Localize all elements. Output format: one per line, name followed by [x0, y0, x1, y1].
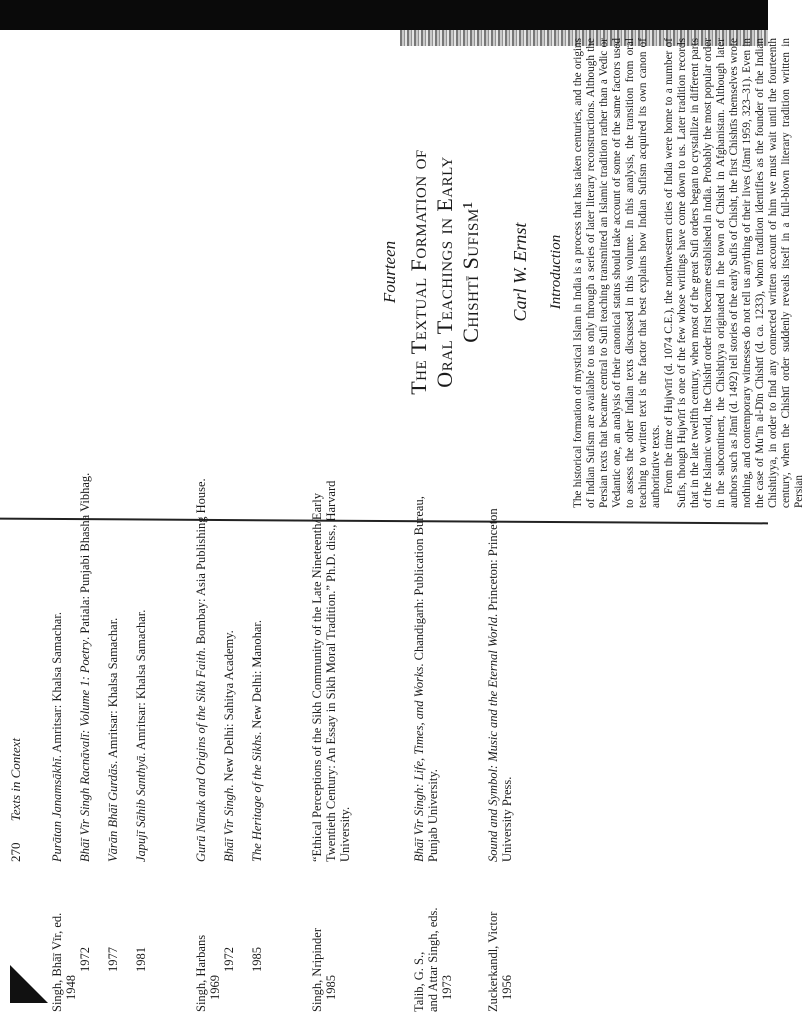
- reference-year: 1948: [64, 975, 78, 1000]
- reference-text: [134, 472, 148, 862]
- reference-title: Bhāī Vīr Singh Racnāvalī: Volume 1: Poetry: [78, 639, 92, 862]
- reference-body: [50, 472, 64, 862]
- reference-entry: [194, 472, 222, 1012]
- reference-spacer: [454, 472, 472, 1012]
- reference-key: [222, 892, 236, 1012]
- reference-author: Singh, Nripinder: [310, 927, 324, 1012]
- reference-title: Bhāī Vīr Singh: [222, 787, 236, 862]
- body-text: [572, 38, 806, 508]
- reference-spacer: [162, 472, 180, 1012]
- reference-year: 1969: [208, 975, 222, 1000]
- running-head-title: Texts in Context: [8, 737, 23, 822]
- reference-title: Bhāī Vīr Singh: Life, Times, and Works: [412, 666, 426, 862]
- reference-text: [194, 472, 208, 862]
- reference-text: [50, 472, 64, 862]
- chapter-number: Fourteen: [380, 240, 399, 304]
- reference-text: [250, 472, 264, 862]
- reference-key: [412, 892, 454, 1012]
- reference-year: 1981: [134, 947, 148, 972]
- reference-author: Singh, Harbans: [194, 934, 208, 1012]
- reference-text: [310, 472, 352, 862]
- reference-body: [486, 472, 514, 862]
- reference-text: [412, 472, 440, 862]
- reference-spacer: [278, 472, 296, 1012]
- reference-body: [250, 472, 264, 862]
- reference-year: 1973: [440, 975, 454, 1000]
- reference-key: [250, 892, 264, 1012]
- reference-text: [222, 472, 236, 862]
- reference-key: [134, 892, 148, 1012]
- reference-publication: . Patiala: Punjabi Bhasha Vibhag.: [78, 472, 92, 640]
- reference-entry: [222, 472, 236, 1012]
- reference-publication: “Ethical Perceptions of the Sikh Community of the Late Nineteenth/Early Twentieth Century: An Essay in Sikh Moral Tradition.” Ph.D. diss., Harvard University.: [310, 480, 352, 862]
- reference-list: [36, 472, 528, 1012]
- running-head: [8, 738, 24, 862]
- chapter-title: [406, 32, 484, 512]
- reference-title: Japujī Sāhib Santhyā: [134, 755, 148, 862]
- reference-text: [78, 472, 92, 862]
- reference-publication: . Chandigarh: Publication Bureau, Punjab University.: [412, 496, 440, 862]
- body-paragraph: The historical formation of mystical Islam in India is a process that has taken centuries, and the origins of Indian Sufism are available to us only through a series of later literary reconstructions. Although the Persian texts that became central to Sufi teaching transmitted an Islamic tradition rather than a Vedic or Vedantic one, an analysis of their canonical status should take account of some of the same factors used to assess the other Indian texts discussed in this volume. In this analysis, the transition from oral teaching to written text is the factor that best explains how Indian Sufism acquired its own canon of authoritative texts.: [572, 38, 662, 508]
- reference-publication: . New Delhi: Sahitya Academy.: [222, 630, 236, 788]
- reference-year: 1972: [222, 947, 236, 972]
- page-number: 270: [8, 842, 23, 862]
- reference-publication: . New Delhi: Manohar.: [250, 620, 264, 735]
- reference-title: The Heritage of the Sikhs: [250, 734, 264, 862]
- chapter-title-line: Chishtī Sufism¹: [458, 201, 483, 343]
- reference-key: [78, 892, 92, 1012]
- body-paragraph: From the time of Hujwīrī (d. 1074 C.E.), the northwestern cities of India were home to a number of Sufis, though Hujwīrī is one of the few whose writings have come down to us. Later tradition records that in the late twelfth century, when most of the great Sufi orders began to crystallize in different parts of the Islamic world, the Chishtī order first became established in India. Probably the most popular order in the subcontinent, the Chishtiyya originated in the town of Chisht in Afghanistan. Although later authors such as Jāmī (d. 1492) tell stories of the early Sufis of Chisht, the first Chishtīs themselves wrote nothing, and contemporary witnesses do not tell us anything of their lives (Jāmī 1959, 323–31). Even in the case of Mu‘īn al-Dīn Chishtī (d. ca. 1233), whom tradition identifies as the founder of the Indian Chishtiyya, in order to find any connected written account of him we must wait until the fourteenth century, when the Chishtī order suddenly reveals itself in a full-blown literary tradition written in Persian: [663, 38, 805, 508]
- reference-year: 1972: [78, 947, 92, 972]
- reference-year: 1977: [106, 947, 120, 972]
- right-page: [360, 12, 805, 512]
- reference-entry: [412, 472, 454, 1012]
- reference-author: and Attar Singh, eds.: [426, 907, 440, 1012]
- reference-key: [106, 892, 120, 1012]
- reference-publication: . Princeton: Princeton University Press.: [486, 508, 514, 862]
- reference-body: [78, 472, 92, 862]
- reference-spacer: [366, 472, 384, 1012]
- reference-key: [50, 892, 78, 1012]
- reference-key: [310, 892, 338, 1012]
- reference-author: Singh, Bhāī Vīr, ed.: [50, 912, 64, 1012]
- reference-author: Zuckerkandl, Victor: [486, 911, 500, 1012]
- section-heading: Introduction: [548, 234, 564, 310]
- reference-entry: [310, 472, 352, 1012]
- reference-key: [194, 892, 222, 1012]
- reference-key: [486, 892, 514, 1012]
- reference-text: [486, 472, 514, 862]
- reference-text: [106, 472, 120, 862]
- reference-title: Vārān Bhāī Gurdās: [106, 763, 120, 862]
- reference-publication: . Amritsar: Khalsa Samachar.: [106, 617, 120, 764]
- reference-body: [222, 472, 236, 862]
- reference-body: [194, 472, 208, 862]
- reference-entry: [78, 472, 92, 1012]
- chapter-title-line: The Textual Formation of: [406, 149, 431, 395]
- reference-author: Talib, G. S.,: [412, 951, 426, 1012]
- chapter-author: Carl W. Ernst: [510, 222, 530, 322]
- reference-body: [412, 472, 440, 862]
- reference-entry: [486, 472, 514, 1012]
- reference-year: 1956: [500, 975, 514, 1000]
- reference-entry: [50, 472, 78, 1012]
- reference-year: 1985: [250, 947, 264, 972]
- reference-publication: . Amritsar: Khalsa Samachar.: [134, 609, 148, 756]
- reference-body: [310, 472, 352, 862]
- chapter-title-line: Oral Teachings in Early: [432, 156, 457, 388]
- reference-title: Sound and Symbol: Music and the Eternal World: [486, 616, 500, 862]
- reference-title: Gurū Nānak and Origins of the Sikh Faith: [194, 650, 208, 862]
- reference-publication: . Bombay: Asia Publishing House.: [194, 478, 208, 651]
- reference-title: Purātan Janamsākhī: [50, 758, 64, 862]
- reference-publication: . Amritsar: Khalsa Samachar.: [50, 612, 64, 759]
- reference-body: [134, 472, 148, 862]
- reference-entry: [134, 472, 148, 1012]
- reference-body: [106, 472, 120, 862]
- reference-entry: [250, 472, 264, 1012]
- reference-year: 1985: [324, 975, 338, 1000]
- reference-entry: [106, 472, 120, 1012]
